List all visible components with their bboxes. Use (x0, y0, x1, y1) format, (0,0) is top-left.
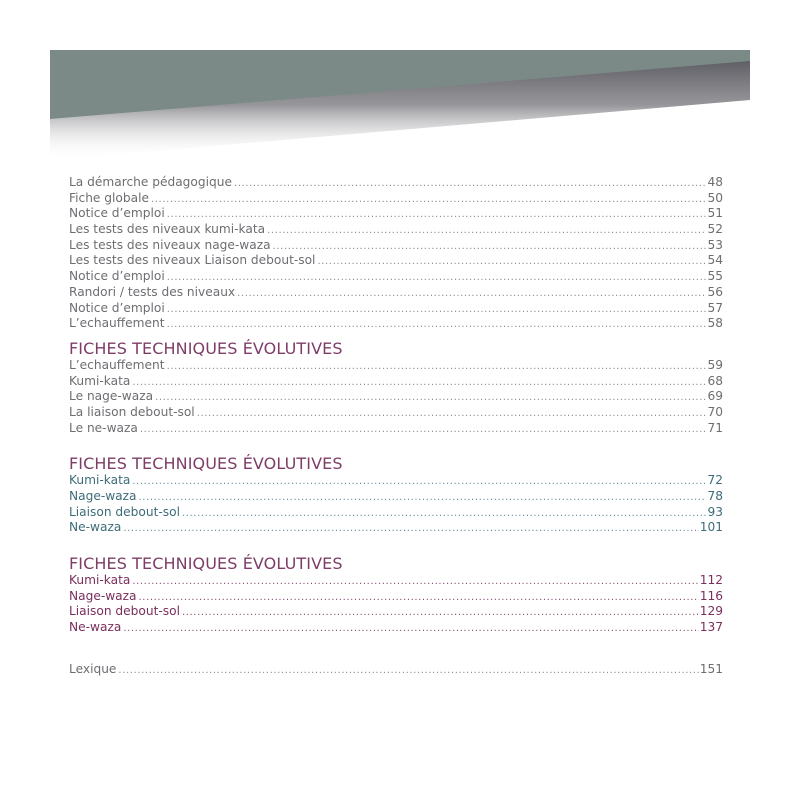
toc-entry[interactable] (69, 421, 723, 437)
dot-leader (237, 286, 706, 302)
toc-entry-label: Liaison debout-sol (69, 604, 180, 619)
toc-entry[interactable] (69, 489, 723, 505)
dot-leader (267, 223, 706, 239)
dot-leader (132, 474, 706, 490)
toc-entry[interactable] (69, 662, 723, 678)
toc-entry[interactable] (69, 520, 723, 536)
dot-leader (317, 254, 706, 270)
toc-entry[interactable] (69, 358, 723, 374)
toc-entry-label: Kumi-kata (69, 573, 131, 588)
toc-entry-page: 72 (707, 473, 723, 488)
section-heading: FICHES TECHNIQUES ÉVOLUTIVES (69, 454, 343, 474)
dot-leader (167, 317, 707, 333)
dot-leader (123, 521, 698, 537)
dot-leader (140, 422, 707, 438)
toc-entry[interactable] (69, 589, 723, 605)
toc-section-3 (69, 554, 723, 636)
toc-entry[interactable] (69, 222, 723, 238)
toc-entry[interactable] (69, 285, 723, 301)
toc-entry[interactable] (69, 253, 723, 269)
toc-entry[interactable] (69, 604, 723, 620)
table-of-contents (69, 175, 723, 678)
toc-entry-page: 151 (699, 661, 723, 676)
toc-entry-page: 137 (699, 620, 723, 635)
toc-section-2 (69, 454, 723, 536)
toc-entry-page: 101 (699, 520, 723, 535)
toc-entry-label: Nage-waza (69, 588, 137, 603)
toc-entry-page: 70 (707, 404, 723, 419)
header-banner-graphic (50, 50, 750, 160)
dot-leader (123, 621, 698, 637)
dot-leader (132, 574, 698, 590)
toc-entry[interactable] (69, 505, 723, 521)
toc-entry-page: 69 (707, 389, 723, 404)
toc-entry-label: Notice d’emploi (69, 300, 165, 315)
toc-entry-page: 54 (707, 253, 723, 268)
dot-leader (182, 605, 699, 621)
toc-entry-page: 57 (707, 300, 723, 315)
toc-entry[interactable] (69, 473, 723, 489)
toc-entry-page: 56 (707, 284, 723, 299)
toc-closing-section (69, 662, 723, 678)
toc-entry-page: 116 (699, 588, 723, 603)
toc-entry-page: 71 (707, 420, 723, 435)
toc-entry-page: 93 (707, 504, 723, 519)
toc-entry-label: Notice d’emploi (69, 269, 165, 284)
dot-leader (182, 506, 707, 522)
toc-entry[interactable] (69, 206, 723, 222)
dot-leader (273, 239, 707, 255)
dot-leader (167, 270, 707, 286)
dot-leader (155, 390, 706, 406)
dot-leader (234, 176, 707, 192)
toc-entry-page: 112 (699, 573, 723, 588)
section-heading: FICHES TECHNIQUES ÉVOLUTIVES (69, 338, 343, 358)
toc-entry-label: Ne-waza (69, 620, 122, 635)
toc-entry-page: 51 (707, 206, 723, 221)
dot-leader (151, 192, 707, 208)
dot-leader (167, 359, 707, 375)
toc-entry-label: Nage-waza (69, 489, 137, 503)
toc-entry-label: Les tests des niveaux kumi-kata (69, 222, 266, 237)
section-heading: FICHES TECHNIQUES ÉVOLUTIVES (69, 554, 343, 574)
toc-entry-page: 50 (707, 190, 723, 205)
toc-entry-label: Les tests des niveaux nage-waza (69, 237, 271, 252)
toc-entry[interactable] (69, 191, 723, 207)
toc-entry-label: Ne-waza (69, 520, 122, 535)
toc-entry-page: 58 (707, 316, 723, 331)
dot-leader (197, 406, 707, 422)
toc-entry[interactable] (69, 405, 723, 421)
toc-entry-page: 53 (707, 237, 723, 252)
toc-entry-label: L’echauffement (69, 316, 165, 331)
dot-leader (139, 490, 707, 506)
toc-entry[interactable] (69, 175, 723, 191)
toc-entry-label: L’echauffement (69, 357, 165, 372)
toc-entry-label: Kumi-kata (69, 373, 131, 388)
toc-entry[interactable] (69, 620, 723, 636)
toc-entry-page: 59 (707, 357, 723, 372)
toc-entry-label: Lexique (69, 661, 117, 676)
toc-entry-page: 48 (707, 175, 723, 189)
toc-entry-label: Le ne-waza (69, 420, 138, 435)
toc-entry[interactable] (69, 301, 723, 317)
toc-entry[interactable] (69, 269, 723, 285)
toc-entry-label: Randori / tests des niveaux (69, 284, 236, 299)
toc-entry-label: Notice d’emploi (69, 206, 165, 221)
toc-entry-page: 52 (707, 222, 723, 237)
dot-leader (132, 375, 706, 391)
toc-entry-label: Le nage-waza (69, 389, 154, 404)
toc-entry[interactable] (69, 374, 723, 390)
toc-entry[interactable] (69, 573, 723, 589)
toc-intro-section (69, 175, 723, 332)
toc-entry-page: 55 (707, 269, 723, 284)
toc-section-1 (69, 339, 723, 436)
toc-entry[interactable] (69, 238, 723, 254)
dot-leader (118, 663, 698, 679)
toc-entry[interactable] (69, 389, 723, 405)
toc-entry-label: Liaison debout-sol (69, 504, 180, 519)
toc-entry[interactable] (69, 316, 723, 332)
toc-entry-label: Kumi-kata (69, 473, 131, 488)
toc-entry-page: 78 (707, 489, 723, 503)
toc-entry-page: 129 (699, 604, 723, 619)
toc-entry-label: Fiche globale (69, 190, 149, 205)
dot-leader (139, 590, 699, 606)
toc-entry-page: 68 (707, 373, 723, 388)
toc-entry-label: Les tests des niveaux Liaison debout-sol (69, 253, 316, 268)
toc-entry-label: La liaison debout-sol (69, 404, 195, 419)
toc-entry-label: La démarche pédagogique (69, 175, 232, 189)
dot-leader (167, 302, 707, 318)
header-banner (50, 50, 750, 160)
dot-leader (167, 207, 707, 223)
